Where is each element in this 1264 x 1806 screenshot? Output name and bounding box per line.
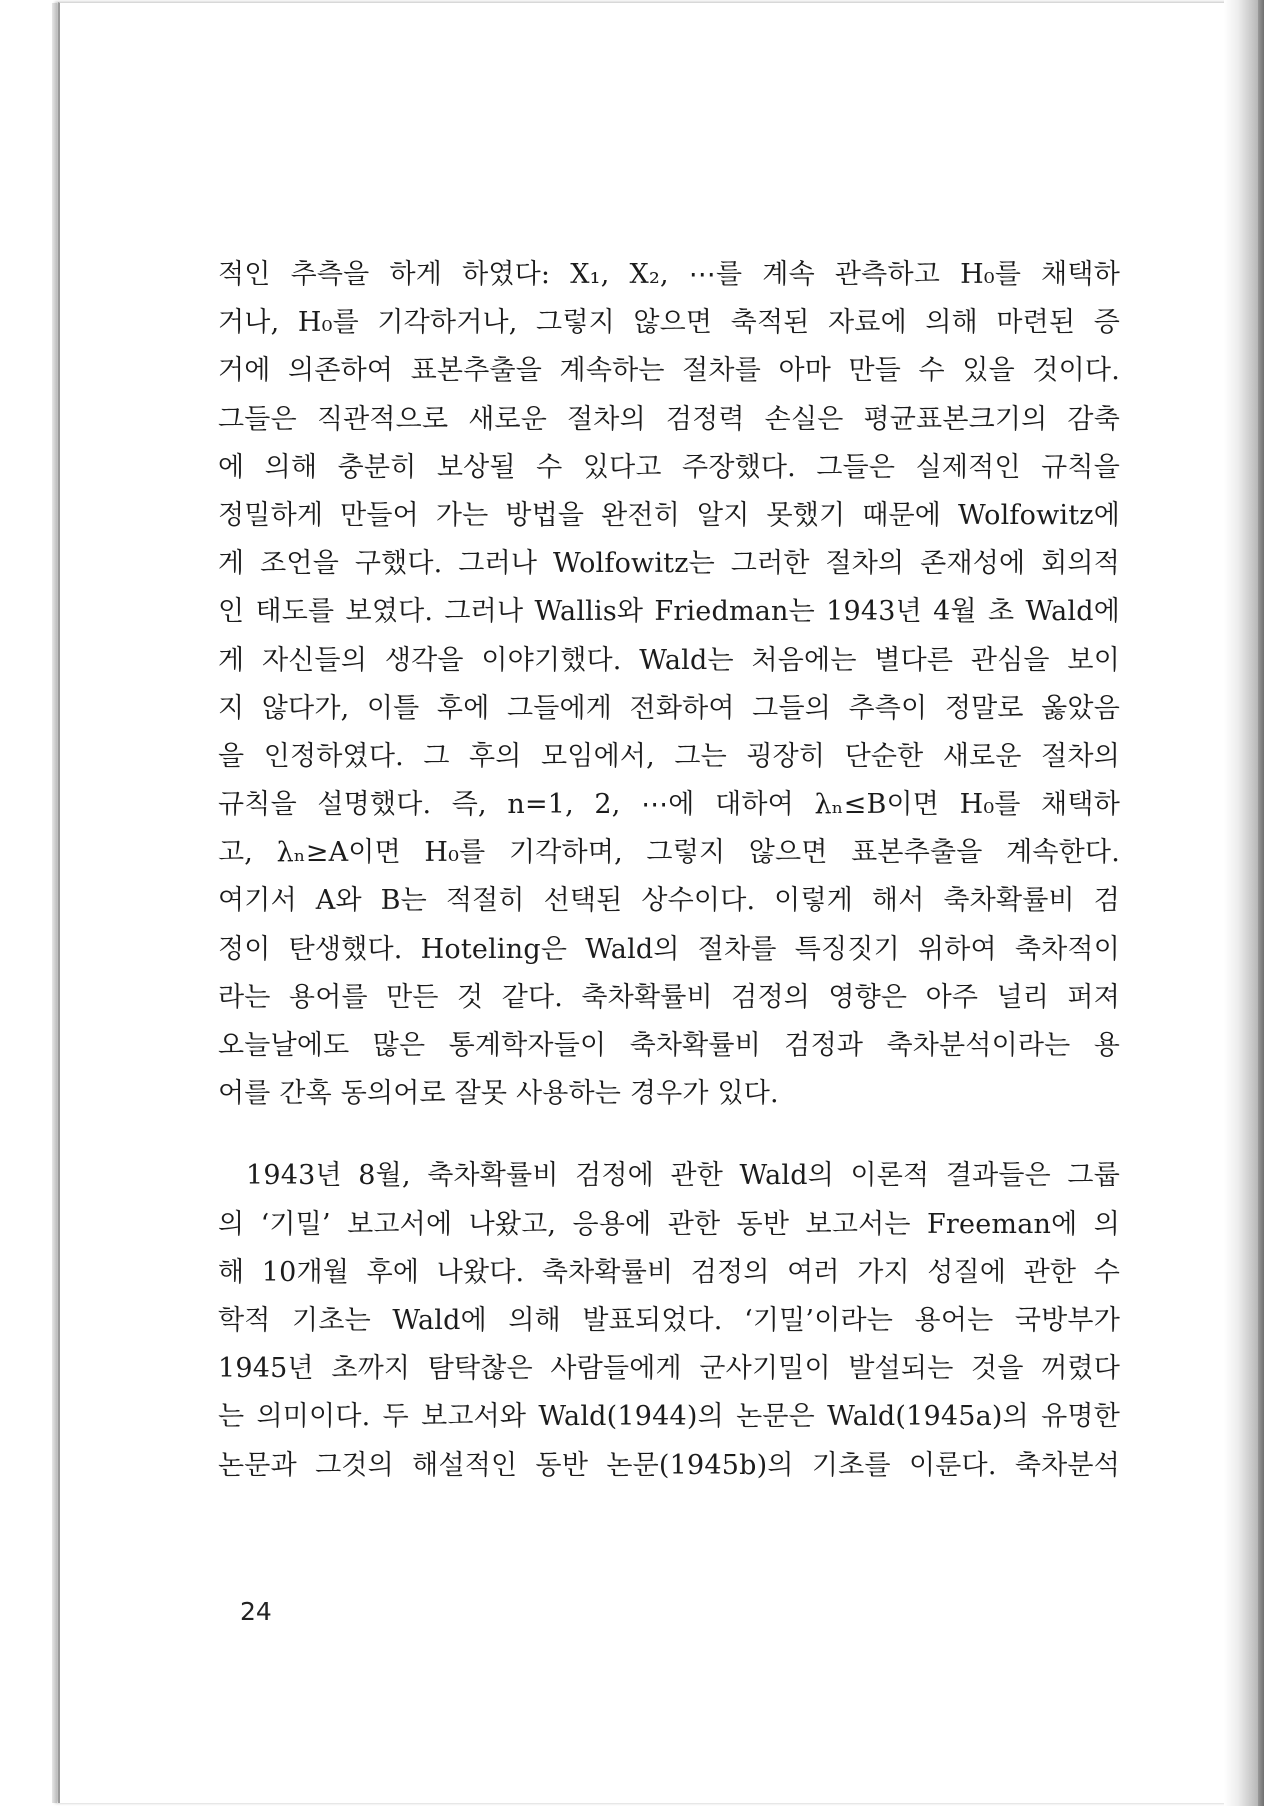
text-line: 그들은 직관적으로 새로운 절차의 검정력 손실은 평균표본크기의 감축 [218,403,1120,435]
text-line: 에 의해 충분히 보상될 수 있다고 주장했다. 그들은 실제적인 규칙을 [218,451,1120,483]
text-line: 게 자신들의 생각을 이야기했다. Wald는 처음에는 별다른 관심을 보이 [218,644,1120,676]
page-number: 24 [240,1597,272,1626]
text-line: 의 ‘기밀’ 보고서에 나왔고, 응용에 관한 동반 보고서는 Freeman에 의 [218,1208,1120,1240]
paragraph-gap [218,1118,1120,1152]
text-line: 적인 추측을 하게 하였다: X₁, X₂, ⋯를 계속 관측하고 H₀를 채택하 [218,259,1120,290]
text-line: 정밀하게 만들어 가는 방법을 완전히 알지 못했기 때문에 Wolfowitz에 [218,499,1120,531]
text-line: 1943년 8월, 축차확률비 검정에 관한 Wald의 이론적 결과들은 그룹 [246,1160,1120,1192]
text-line: 1945년 초까지 탐탁찮은 사람들에게 군사기밀이 발설되는 것을 꺼렸다 [218,1353,1120,1385]
book-spine-edge [1258,0,1264,1806]
text-line: 학적 기초는 Wald에 의해 발표되었다. ‘기밀’이라는 용어는 국방부가 [218,1304,1120,1336]
text-line: 인 태도를 보였다. 그러나 Wallis와 Friedman는 1943년 4월 초 Wald에 [218,596,1120,628]
text-line: 거나, H₀를 기각하거나, 그렇지 않으면 축적된 자료에 의해 마련된 증 [218,307,1120,339]
text-line: 거에 의존하여 표본추출을 계속하는 절차를 아마 만들 수 있을 것이다. [218,355,1120,387]
text-line: 정이 탄생했다. Hoteling은 Wald의 절차를 특징짓기 위하여 축차적이 [218,933,1120,965]
text-line: 해 10개월 후에 나왔다. 축차확률비 검정의 여러 가지 성질에 관한 수 [218,1256,1120,1288]
text-line: 오늘날에도 많은 통계학자들이 축차확률비 검정과 축차분석이라는 용 [218,1030,1120,1061]
text-line: 는 의미이다. 두 보고서와 Wald(1944)의 논문은 Wald(1945a)의 유명한 [218,1401,1120,1433]
text-line: 라는 용어를 만든 것 같다. 축차확률비 검정의 영향은 아주 널리 퍼져 [218,981,1120,1013]
text-line: 을 인정하였다. 그 후의 모임에서, 그는 굉장히 단순한 새로운 절차의 [218,740,1120,772]
text-line: 어를 간혹 동의어로 잘못 사용하는 경우가 있다. [218,1078,779,1110]
text-line: 여기서 A와 B는 적절히 선택된 상수이다. 이렇게 해서 축차확률비 검 [218,885,1120,917]
text-line: 논문과 그것의 해설적인 동반 논문(1945b)의 기초를 이룬다. 축차분석 [218,1449,1120,1481]
text-line: 게 조언을 구했다. 그러나 Wolfowitz는 그러한 절차의 존재성에 회의적 [218,548,1120,580]
text-line: 고, λₙ≥A이면 H₀를 기각하며, 그렇지 않으면 표본추출을 계속한다. [218,837,1120,869]
body-text [218,251,1120,1490]
text-line: 규칙을 설명했다. 즉, n=1, 2, ⋯에 대하여 λₙ≤B이면 H₀를 채택하 [218,789,1120,821]
text-line: 지 않다가, 이틀 후에 그들에게 전화하여 그들의 추측이 정말로 옳았음 [218,692,1120,724]
